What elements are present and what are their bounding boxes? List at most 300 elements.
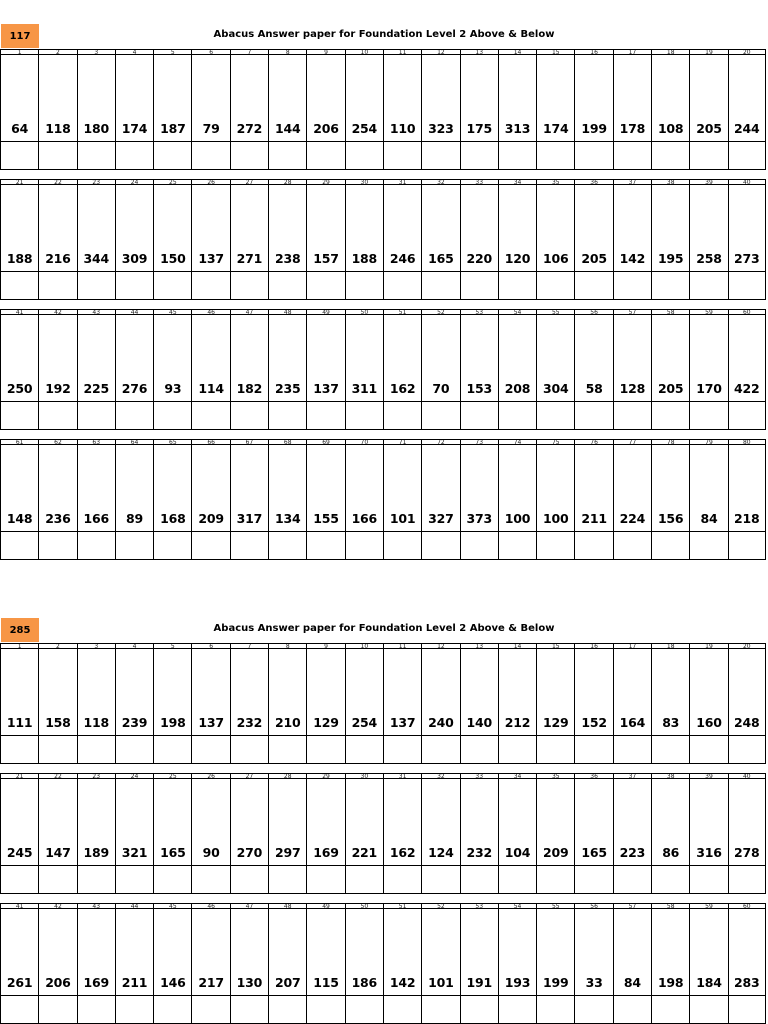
- answer-cell: [536, 54, 574, 170]
- cell-divider: [231, 735, 268, 736]
- answer-cell: [536, 778, 574, 894]
- answer-cells-row: [0, 184, 767, 300]
- cell-divider: [269, 865, 306, 866]
- answer-cell: [191, 54, 229, 170]
- answer-cell: [498, 444, 536, 560]
- answer-value: 114: [198, 381, 224, 396]
- answer-cell: [498, 778, 536, 894]
- answer-value: 210: [274, 715, 301, 730]
- cell-divider: [499, 531, 536, 532]
- answer-value: 101: [389, 511, 416, 526]
- answer-value: 238: [274, 251, 301, 266]
- answer-value: 225: [83, 381, 109, 396]
- answer-cell: [383, 778, 421, 894]
- cell-divider: [154, 141, 191, 142]
- answer-cell: [728, 314, 766, 430]
- cell-divider: [690, 271, 727, 272]
- answer-cell: [536, 648, 574, 764]
- question-number: 38: [651, 179, 689, 184]
- answer-value: 164: [619, 715, 646, 730]
- answer-cell: [191, 778, 229, 894]
- answer-value: 188: [6, 251, 33, 266]
- question-number: 40: [728, 773, 766, 778]
- answer-value: 271: [236, 251, 263, 266]
- cell-divider: [461, 141, 498, 142]
- answer-cell: [268, 778, 306, 894]
- question-number: 27: [230, 773, 268, 778]
- question-number: 16: [574, 643, 612, 648]
- answer-cell: [460, 444, 498, 560]
- cell-divider: [384, 995, 421, 996]
- cell-divider: [422, 735, 459, 736]
- cell-divider: [537, 531, 574, 532]
- answer-value: 130: [236, 975, 263, 990]
- cell-divider: [231, 271, 268, 272]
- answer-value: 373: [466, 511, 492, 526]
- cell-divider: [422, 865, 459, 866]
- answer-cell: [191, 648, 229, 764]
- cell-divider: [422, 141, 459, 142]
- answer-cell: [38, 648, 76, 764]
- answer-value: 182: [236, 381, 263, 396]
- cell-divider: [461, 531, 498, 532]
- answer-cell: [383, 54, 421, 170]
- answer-cell: [498, 184, 536, 300]
- answer-cell: [421, 314, 459, 430]
- question-number: 3: [77, 643, 115, 648]
- question-number: 21: [0, 773, 38, 778]
- cell-divider: [652, 735, 689, 736]
- answer-cell: [0, 648, 38, 764]
- cell-divider: [690, 531, 727, 532]
- answer-value: 153: [466, 381, 492, 396]
- answer-cell: [115, 314, 153, 430]
- question-number: 39: [689, 773, 727, 778]
- question-number: 29: [306, 179, 344, 184]
- question-number: 7: [230, 49, 268, 54]
- answer-cell: [574, 184, 612, 300]
- answer-value: 174: [543, 121, 569, 136]
- answer-cell: [345, 54, 383, 170]
- question-number: 3: [77, 49, 115, 54]
- question-number: 52: [421, 309, 459, 314]
- question-number: 59: [689, 309, 727, 314]
- answer-cell: [191, 184, 229, 300]
- cell-divider: [652, 865, 689, 866]
- answer-value: 246: [389, 251, 416, 266]
- answer-value: 144: [274, 121, 301, 136]
- question-number: 5: [153, 49, 191, 54]
- question-number: 6: [191, 643, 229, 648]
- question-number: 11: [383, 49, 421, 54]
- answer-cell: [613, 778, 651, 894]
- answer-value: 64: [11, 121, 29, 136]
- question-number: 79: [689, 439, 727, 444]
- answer-cell: [460, 54, 498, 170]
- answer-value: 211: [581, 511, 607, 526]
- answer-value: 304: [543, 381, 569, 396]
- cell-divider: [652, 401, 689, 402]
- question-number: 46: [191, 903, 229, 908]
- answer-cell: [153, 648, 191, 764]
- question-number: 76: [574, 439, 612, 444]
- answer-cell: [651, 54, 689, 170]
- cell-divider: [231, 531, 268, 532]
- answer-value: 86: [662, 845, 680, 860]
- cell-divider: [384, 865, 421, 866]
- cell-divider: [499, 995, 536, 996]
- cell-divider: [614, 141, 651, 142]
- cell-divider: [269, 735, 306, 736]
- answer-value: 137: [198, 715, 224, 730]
- cell-divider: [1, 735, 38, 736]
- cell-divider: [1, 995, 38, 996]
- answer-value: 162: [389, 845, 416, 860]
- answer-value: 100: [543, 511, 569, 526]
- answer-cell: [460, 908, 498, 1024]
- answer-value: 124: [428, 845, 454, 860]
- answer-value: 150: [160, 251, 186, 266]
- answer-cell: [613, 648, 651, 764]
- cell-divider: [575, 141, 612, 142]
- question-number: 31: [383, 773, 421, 778]
- cell-divider: [78, 271, 115, 272]
- answer-cell: [38, 908, 76, 1024]
- cell-divider: [116, 531, 153, 532]
- answer-value: 115: [313, 975, 339, 990]
- answer-cell: [421, 648, 459, 764]
- answer-value: 180: [83, 121, 109, 136]
- cell-divider: [192, 141, 229, 142]
- answer-cell: [0, 778, 38, 894]
- answer-value: 186: [351, 975, 378, 990]
- answer-cell: [536, 908, 574, 1024]
- cell-divider: [78, 141, 115, 142]
- answer-cell: [191, 908, 229, 1024]
- cell-divider: [1, 531, 38, 532]
- answer-value: 199: [581, 121, 607, 136]
- answer-cell: [728, 908, 766, 1024]
- cell-divider: [690, 141, 727, 142]
- answer-value: 235: [274, 381, 301, 396]
- cell-divider: [231, 401, 268, 402]
- question-number: 49: [306, 903, 344, 908]
- cell-divider: [116, 995, 153, 996]
- answer-value: 309: [121, 251, 148, 266]
- cell-divider: [384, 141, 421, 142]
- cell-divider: [154, 735, 191, 736]
- question-number: 20: [728, 49, 766, 54]
- answer-value: 317: [236, 511, 263, 526]
- question-number: 18: [651, 49, 689, 54]
- answer-cell: [230, 908, 268, 1024]
- question-number: 1: [0, 49, 38, 54]
- cell-divider: [192, 531, 229, 532]
- cell-divider: [154, 531, 191, 532]
- cell-divider: [652, 531, 689, 532]
- question-number: 71: [383, 439, 421, 444]
- question-number: 42: [38, 309, 76, 314]
- answer-value: 344: [83, 251, 109, 266]
- question-number: 31: [383, 179, 421, 184]
- answer-value: 147: [45, 845, 71, 860]
- answer-cell: [651, 778, 689, 894]
- cell-divider: [269, 271, 306, 272]
- question-number: 12: [421, 643, 459, 648]
- cell-divider: [39, 271, 76, 272]
- answer-cell: [268, 54, 306, 170]
- answer-cell: [115, 778, 153, 894]
- answer-cell: [191, 444, 229, 560]
- answer-value: 321: [121, 845, 148, 860]
- answer-value: 79: [202, 121, 220, 136]
- answer-cell: [536, 314, 574, 430]
- answer-cells-row: [0, 54, 767, 170]
- question-number: 77: [613, 439, 651, 444]
- cell-divider: [690, 995, 727, 996]
- answer-value: 93: [164, 381, 182, 396]
- cell-divider: [575, 995, 612, 996]
- cell-divider: [346, 401, 383, 402]
- answer-value: 84: [700, 511, 718, 526]
- cell-divider: [461, 401, 498, 402]
- cell-divider: [652, 141, 689, 142]
- answer-cell: [230, 648, 268, 764]
- cell-divider: [729, 735, 765, 736]
- question-number: 15: [536, 643, 574, 648]
- question-number: 46: [191, 309, 229, 314]
- answer-cell: [77, 778, 115, 894]
- answer-value: 104: [504, 845, 531, 860]
- cell-divider: [729, 531, 765, 532]
- answer-value: 165: [581, 845, 607, 860]
- answer-cell: [306, 648, 344, 764]
- question-number: 21: [0, 179, 38, 184]
- question-number: 39: [689, 179, 727, 184]
- cell-divider: [116, 401, 153, 402]
- answer-cell: [115, 54, 153, 170]
- answer-cell: [77, 314, 115, 430]
- cell-divider: [307, 141, 344, 142]
- answer-value: 137: [313, 381, 339, 396]
- answer-cell: [345, 444, 383, 560]
- question-number: 28: [268, 179, 306, 184]
- cell-divider: [384, 401, 421, 402]
- answer-value: 166: [351, 511, 378, 526]
- question-number: 27: [230, 179, 268, 184]
- answer-cell: [689, 778, 727, 894]
- question-number: 48: [268, 309, 306, 314]
- answer-value: 254: [351, 715, 378, 730]
- answer-value: 276: [121, 381, 148, 396]
- cell-divider: [192, 995, 229, 996]
- question-number: 41: [0, 903, 38, 908]
- answer-cell: [230, 444, 268, 560]
- question-number: 72: [421, 439, 459, 444]
- answer-value: 195: [657, 251, 684, 266]
- answer-value: 166: [83, 511, 109, 526]
- answer-cell: [77, 648, 115, 764]
- cell-divider: [690, 735, 727, 736]
- cell-divider: [537, 141, 574, 142]
- cell-divider: [461, 271, 498, 272]
- question-number: 14: [498, 49, 536, 54]
- answer-value: 140: [466, 715, 492, 730]
- question-number: 28: [268, 773, 306, 778]
- question-number: 18: [651, 643, 689, 648]
- question-number: 4: [115, 643, 153, 648]
- answer-value: 156: [657, 511, 684, 526]
- answer-value: 100: [504, 511, 531, 526]
- answer-value: 323: [428, 121, 454, 136]
- question-number: 50: [345, 309, 383, 314]
- answer-cells-row: [0, 648, 767, 764]
- question-number: 6: [191, 49, 229, 54]
- question-number: 57: [613, 309, 651, 314]
- answer-value: 137: [389, 715, 416, 730]
- answer-value: 158: [45, 715, 71, 730]
- answer-cell: [268, 908, 306, 1024]
- cell-divider: [575, 401, 612, 402]
- answer-cell: [268, 444, 306, 560]
- answer-value: 254: [351, 121, 378, 136]
- question-number: 66: [191, 439, 229, 444]
- answer-cell: [268, 648, 306, 764]
- cell-divider: [729, 995, 765, 996]
- question-number: 47: [230, 903, 268, 908]
- question-number: 35: [536, 773, 574, 778]
- answer-value: 327: [428, 511, 454, 526]
- answer-cells-row: [0, 444, 767, 560]
- answer-cell: [460, 778, 498, 894]
- cell-divider: [116, 271, 153, 272]
- question-number: 26: [191, 179, 229, 184]
- answer-cell: [613, 184, 651, 300]
- answer-cell: [613, 314, 651, 430]
- answer-value: 169: [83, 975, 109, 990]
- answer-cell: [613, 444, 651, 560]
- answer-value: 129: [313, 715, 339, 730]
- question-number: 29: [306, 773, 344, 778]
- answer-cell: [689, 314, 727, 430]
- answer-cell: [383, 444, 421, 560]
- answer-value: 192: [45, 381, 71, 396]
- cell-divider: [1, 271, 38, 272]
- cell-divider: [307, 401, 344, 402]
- answer-cell: [153, 314, 191, 430]
- cell-divider: [537, 995, 574, 996]
- question-number: 24: [115, 773, 153, 778]
- answer-cell: [536, 444, 574, 560]
- answer-cell: [38, 54, 76, 170]
- cell-divider: [729, 271, 765, 272]
- answer-cell: [728, 648, 766, 764]
- cell-divider: [269, 531, 306, 532]
- cell-divider: [346, 531, 383, 532]
- answer-value: 155: [313, 511, 339, 526]
- answer-cell: [728, 54, 766, 170]
- cell-divider: [39, 735, 76, 736]
- answer-value: 236: [45, 511, 71, 526]
- answer-value: 211: [121, 975, 148, 990]
- question-number: 61: [0, 439, 38, 444]
- answer-value: 245: [6, 845, 33, 860]
- cell-divider: [346, 995, 383, 996]
- answer-value: 206: [313, 121, 339, 136]
- question-number: 58: [651, 309, 689, 314]
- question-number: 62: [38, 439, 76, 444]
- answer-cell: [115, 444, 153, 560]
- cell-divider: [192, 401, 229, 402]
- cell-divider: [614, 865, 651, 866]
- answer-cell: [574, 314, 612, 430]
- answer-value: 313: [504, 121, 531, 136]
- question-number: 55: [536, 309, 574, 314]
- answer-value: 70: [432, 381, 450, 396]
- question-number: 69: [306, 439, 344, 444]
- answer-value: 218: [734, 511, 760, 526]
- cell-divider: [384, 531, 421, 532]
- question-number: 43: [77, 309, 115, 314]
- answer-cell: [613, 908, 651, 1024]
- answer-value: 191: [466, 975, 492, 990]
- question-number: 23: [77, 773, 115, 778]
- cell-divider: [39, 531, 76, 532]
- answer-cell: [421, 54, 459, 170]
- cell-divider: [614, 401, 651, 402]
- question-number: 9: [306, 49, 344, 54]
- cell-divider: [499, 271, 536, 272]
- cell-divider: [1, 865, 38, 866]
- cell-divider: [154, 401, 191, 402]
- cell-divider: [269, 141, 306, 142]
- answer-cell: [230, 54, 268, 170]
- answer-value: 106: [543, 251, 569, 266]
- answer-cell: [383, 908, 421, 1024]
- question-number: 22: [38, 179, 76, 184]
- question-number: 50: [345, 903, 383, 908]
- question-number: 32: [421, 773, 459, 778]
- cell-divider: [307, 865, 344, 866]
- answer-cell: [77, 184, 115, 300]
- question-number: 56: [574, 903, 612, 908]
- cell-divider: [78, 401, 115, 402]
- answer-value: 165: [160, 845, 186, 860]
- answer-value: 250: [6, 381, 33, 396]
- question-number: 10: [345, 643, 383, 648]
- question-number: 43: [77, 903, 115, 908]
- question-number: 38: [651, 773, 689, 778]
- answer-value: 216: [45, 251, 71, 266]
- answer-value: 205: [657, 381, 684, 396]
- cell-divider: [346, 865, 383, 866]
- question-number: 70: [345, 439, 383, 444]
- answer-value: 157: [313, 251, 339, 266]
- answer-cell: [498, 314, 536, 430]
- cell-divider: [39, 995, 76, 996]
- answer-cell: [77, 908, 115, 1024]
- answer-cell: [115, 184, 153, 300]
- sheet-id-badge: 285: [1, 618, 39, 642]
- question-number: 63: [77, 439, 115, 444]
- cell-divider: [537, 865, 574, 866]
- answer-cell: [536, 184, 574, 300]
- question-number: 32: [421, 179, 459, 184]
- answer-cell: [421, 778, 459, 894]
- answer-value: 162: [389, 381, 416, 396]
- answer-value: 199: [543, 975, 569, 990]
- answer-value: 311: [351, 381, 378, 396]
